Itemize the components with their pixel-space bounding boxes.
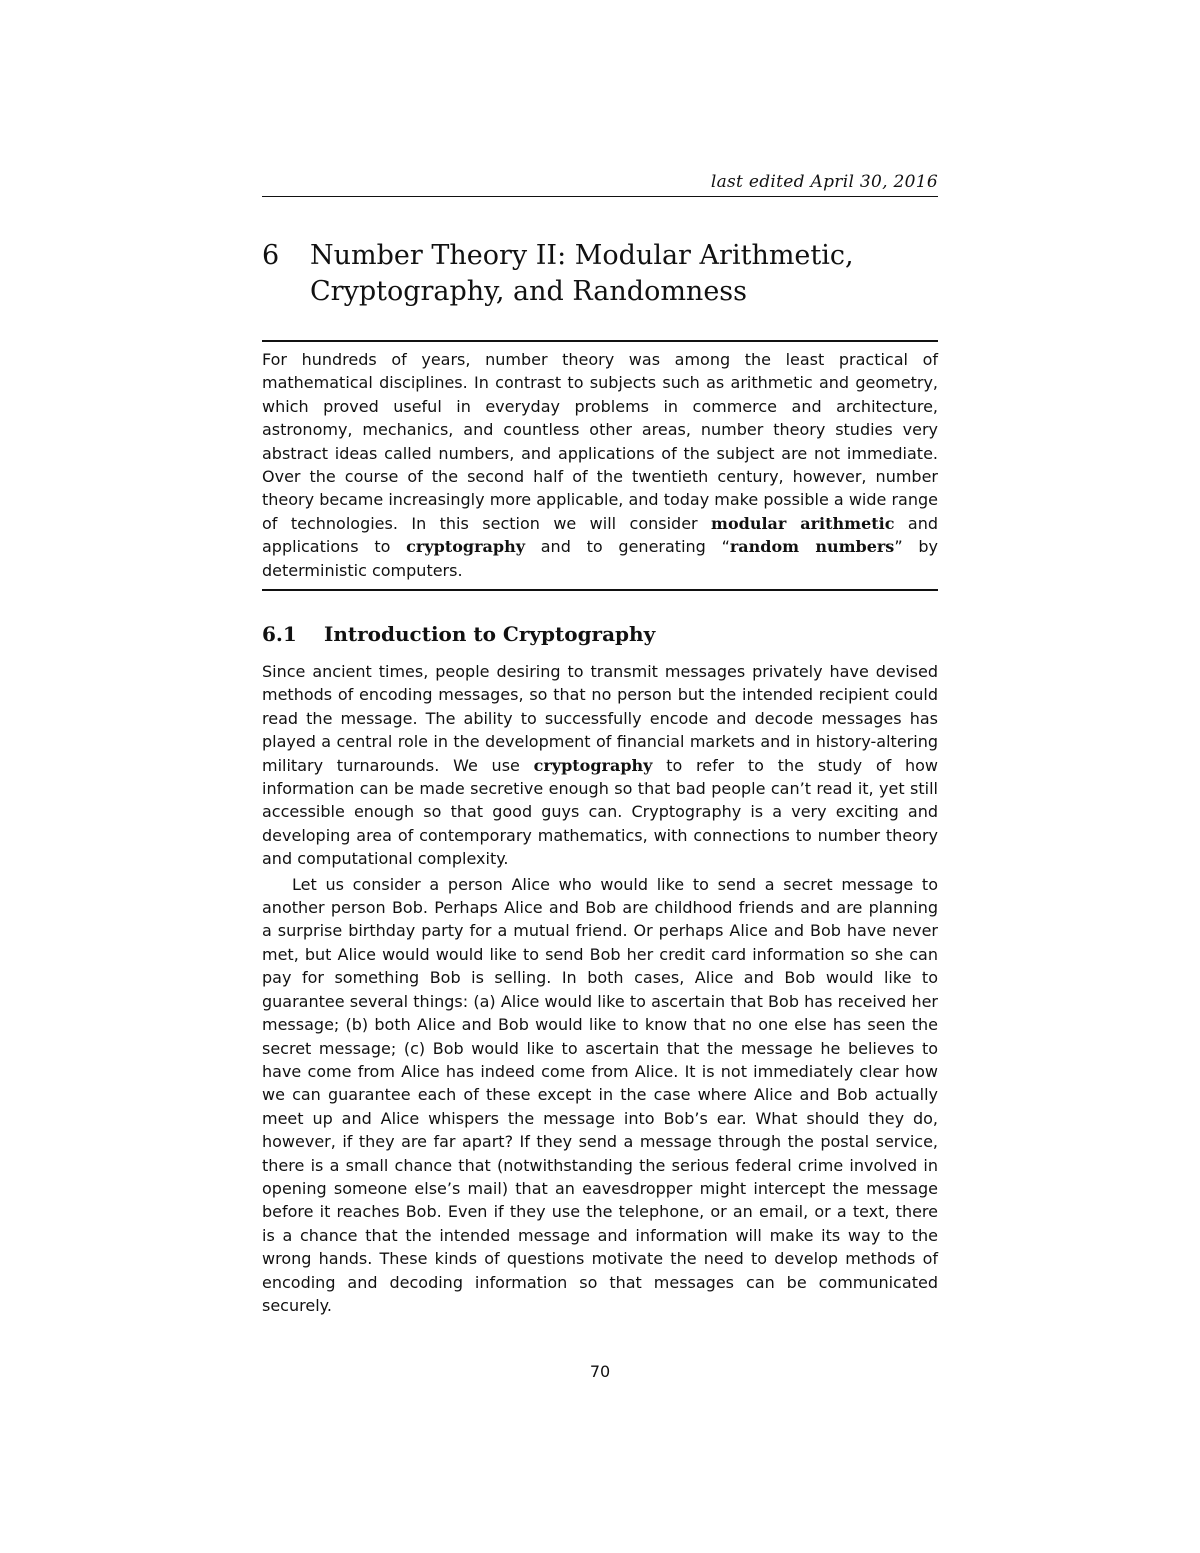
chapter-abstract <box>262 348 938 582</box>
paragraph-1-text-b: to refer to the study of how information can be made secretive enough so that bad people can’t read it, yet still accessible enough so that good guys can. Cryptography is a very exciting and developing area of contemporary mathematics, with connections to number theory and computational complexity. <box>262 755 939 869</box>
abstract-text-4: ” by deterministic computers. <box>262 537 938 580</box>
abstract-top-rule <box>262 340 938 342</box>
last-edited-note: last edited April 30, 2016 <box>710 172 938 192</box>
section-number: 6.1 <box>262 622 297 646</box>
paragraph-1 <box>262 660 938 871</box>
term-cryptography-body: cryptography <box>533 755 653 775</box>
term-modular-arithmetic: modular arithmetic <box>711 513 895 533</box>
abstract-bottom-rule <box>262 589 938 591</box>
chapter-title: Number Theory II: Modular Arithmetic, Cryptography, and Randomness <box>310 240 854 307</box>
section-title: Introduction to Cryptography <box>324 622 656 646</box>
paragraph-1-text-a: Since ancient times, people desiring to transmit messages privately have devised methods of encoding messages, so that no person but the intended recipient could read the message. The ability to successfully encode and decode messages has played a central role in the development of financial markets and in history-altering military turnarounds. We use <box>262 662 938 775</box>
abstract-text-3: and to generating “ <box>525 537 730 557</box>
chapter-heading <box>262 238 938 310</box>
section-heading <box>262 620 938 648</box>
term-cryptography: cryptography <box>406 537 525 557</box>
abstract-text-1: For hundreds of years, number theory was among the least practical of mathematical disciplines. In contrast to subjects such as arithmetic and geometry, which proved useful in everyday problems in commerce and architecture, astronomy, mechanics, and countless other areas, number theory studies very abstract ideas called numbers, and applications of the subject are not immediate. Over the course of the second half of the twentieth century, however, number theory became increasingly more applicable, and today make possible a wide range of technologies. In this section we will consider <box>262 350 938 533</box>
chapter-number: 6 <box>262 240 280 271</box>
section-body <box>262 660 938 1317</box>
header-rule <box>262 196 938 197</box>
paragraph-2: Let us consider a person Alice who would like to send a secret message to another person Bob. Perhaps Alice and Bob are childhood friends and are planning a surprise birthday party for a mutual friend. Or perhaps Alice and Bob have never met, but Alice would would like to send Bob her credit card information so she can pay for something Bob is selling. In both cases, Alice and Bob would like to guarantee several things: (a) Alice would like to ascertain that Bob has received her message; (b) both Alice and Bob would like to know that no one else has seen the secret message; (c) Bob would like to ascertain that the message he believes to have come from Alice has indeed come from Alice. It is not immediately clear how we can guarantee each of these except in the case where Alice and Bob actually meet up and Alice whispers the message into Bob’s ear. What should they do, however, if they are far apart? If they send a message through the postal service, there is a small chance that (notwithstanding the serious federal crime involved in opening someone else’s mail) that an eavesdropper might intercept the message before it reaches Bob. Even if they use the telephone, or an email, or a text, there is a chance that the intended message and information will make its way to the wrong hands. These kinds of questions motivate the need to develop methods of encoding and decoding information so that messages can be communicated securely. <box>262 874 938 1315</box>
abstract-text-2: and applications to <box>262 513 939 557</box>
page-number: 70 <box>589 1362 611 1381</box>
term-random-numbers: random numbers <box>729 537 895 557</box>
